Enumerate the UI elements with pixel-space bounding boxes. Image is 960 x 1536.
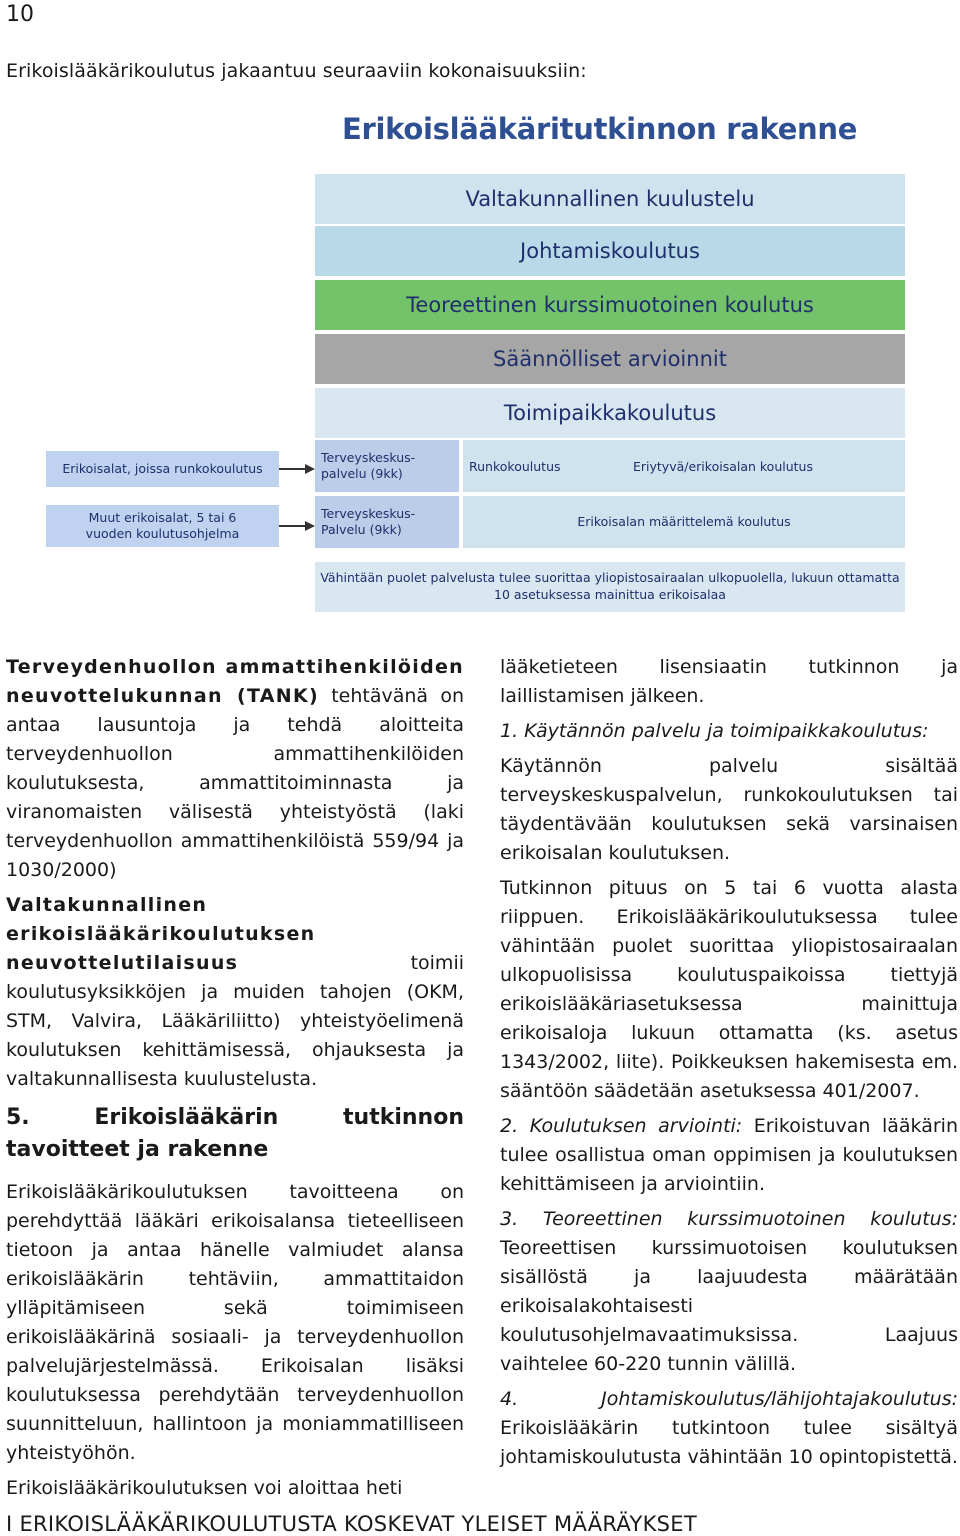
item1-heading: 1. Käytännön palvelu ja toimipaikkakoulutus: xyxy=(500,720,929,742)
box-muut-erikoisalat: Muut erikoisalat, 5 tai 6 vuoden koulutusohjelma xyxy=(46,505,279,547)
item3-text: Teoreettisen kurssimuotoisen koulutuksen sisällöstä ja laajuudesta määrätään erikoisalakohtaisesti koulutusohjelmavaatimuksissa. Laajuus vaihtelee 60-220 tunnin välillä. xyxy=(500,1237,958,1375)
page-number: 10 xyxy=(6,2,34,27)
section-heading: 5. Erikoislääkärin tutkinnon tavoitteet ja rakenne xyxy=(6,1105,464,1162)
diagram-title: Erikoislääkäritutkinnon rakenne xyxy=(342,112,858,146)
last-line: Erikoislääkärikoulutuksen voi aloittaa heti xyxy=(6,1477,403,1499)
arrow-head-1 xyxy=(305,464,315,474)
section-text: Erikoislääkärikoulutuksen tavoitteena on perehdyttää lääkäri erikoisalansa tieteelliseen tietoon ja antaa hänelle valmiudet alansa erikoislääkärin tehtäviin, ammattitaidon ylläpitämiseen sekä toimimiseen erikoislääkärinä sosiaali- ja terveydenhuollon palvelujärjestelmässä. Erikoisalan lisäksi koulutuksessa perehdytään terveydenhuollon suunnitteluun, hallintoon ja moniammatilliseen yhteistyöhön. xyxy=(6,1181,464,1464)
structure-diagram xyxy=(0,0,960,620)
item4-heading: 4. Johtamiskoulutus/lähijohtajakoulutus: xyxy=(500,1388,958,1410)
page-footer: I ERIKOISLÄÄKÄRIKOULUTUSTA KOSKEVAT YLEISET MÄÄRÄYKSET xyxy=(6,1512,697,1536)
right-column xyxy=(500,653,958,1472)
tier-toimipaikkakoulutus: Toimipaikkakoulutus xyxy=(315,388,905,438)
item1-text: Käytännön palvelu sisältää terveyskeskuspalvelun, runkokoulutuksen tai täydentävään koulutuksen sekä varsinaisen erikoisalan koulutuksen. xyxy=(500,755,958,864)
item2-text: Erikoistuvan lääkärin tulee osallistua oman oppimisen ja koulutuksen kehittämiseen ja arviointiin. xyxy=(500,1115,958,1195)
tank-text: tehtävänä on antaa lausuntoja ja tehdä aloitteita terveydenhuollon ammattihenkilöiden koulutuksesta, ammattitoiminnasta ja viranomaisten välisestä yhteistyöstä (laki terveydenhuollon ammattihenkilöistä 559/94 ja 1030/2000) xyxy=(6,685,464,881)
tier-valtakunnallinen-kuulustelu: Valtakunnallinen kuulustelu xyxy=(315,174,905,224)
box-terveyskeskuspalvelu-1: Terveyskeskus-palvelu (9kk) xyxy=(315,440,459,492)
left-column xyxy=(6,653,464,1503)
tank-heading: Terveydenhuollon ammattihenkilöiden neuvottelukunnan (TANK) xyxy=(6,656,464,707)
box-note: Vähintään puolet palvelusta tulee suorittaa yliopistosairaalan ulkopuolella, lukuun ottamatta 10 asetuksessa mainittua erikoisalaa xyxy=(315,562,905,612)
vaneu-text: toimii koulutusyksikköjen ja muiden tahojen (OKM, STM, Valvira, Lääkäriliitto) yhteistyöelimenä koulutuksen kehittämisessä, ohjauksesta ja valtakunnallisesta kuulustelusta. xyxy=(6,952,464,1090)
label-eriytyva-koulutus: Eriytyvä/erikoisalan koulutus xyxy=(633,459,813,474)
vaneu-heading: Valtakunnallinen erikoislääkärikoulutuksen neuvottelutilaisuus xyxy=(6,894,316,974)
item1-text2: Tutkinnon pituus on 5 tai 6 vuotta alasta riippuen. Erikoislääkärikoulutuksessa tulee vähintään puolet suorittaa yliopistosairaalan ulkopuolisissa koulutuspaikoissa tiettyjä erikoislääkäriasetuksessa mainittuja erikoisaloja lukuun ottamatta (ks. asetus 1343/2002, liite). Poikkeuksen hakemisesta em. sääntöön säädetään asetuksessa 401/2007. xyxy=(500,877,958,1102)
intro-text: Erikoislääkärikoulutus jakaantuu seuraaviin kokonaisuuksiin: xyxy=(6,60,587,82)
diagram-arrows xyxy=(0,0,960,620)
tier-teoreettinen-koulutus: Teoreettinen kurssimuotoinen koulutus xyxy=(315,280,905,330)
box-erikoisalan-maarittelema: Erikoisalan määrittelemä koulutus xyxy=(463,496,905,548)
item2-heading: 2. Koulutuksen arviointi: xyxy=(500,1115,743,1137)
item4-text: Erikoislääkärin tutkintoon tulee sisältyä johtamiskoulutusta vähintään 10 opintopistettä. xyxy=(500,1417,958,1468)
continuation-text: lääketieteen lisensiaatin tutkinnon ja laillistamisen jälkeen. xyxy=(500,656,958,707)
label-runkokoulutus: Runkokoulutus xyxy=(469,459,561,474)
tier-johtamiskoulutus: Johtamiskoulutus xyxy=(315,226,905,276)
tier-saannolliset-arvioinnit: Säännölliset arvioinnit xyxy=(315,334,905,384)
item3-heading: 3. Teoreettinen kurssimuotoinen koulutus: xyxy=(500,1208,958,1230)
box-terveyskeskuspalvelu-2: Terveyskeskus-Palvelu (9kk) xyxy=(315,496,459,548)
arrow-head-2 xyxy=(305,521,315,531)
box-runkokoulutus-erikoisalat: Erikoisalat, joissa runkokoulutus xyxy=(46,451,279,487)
